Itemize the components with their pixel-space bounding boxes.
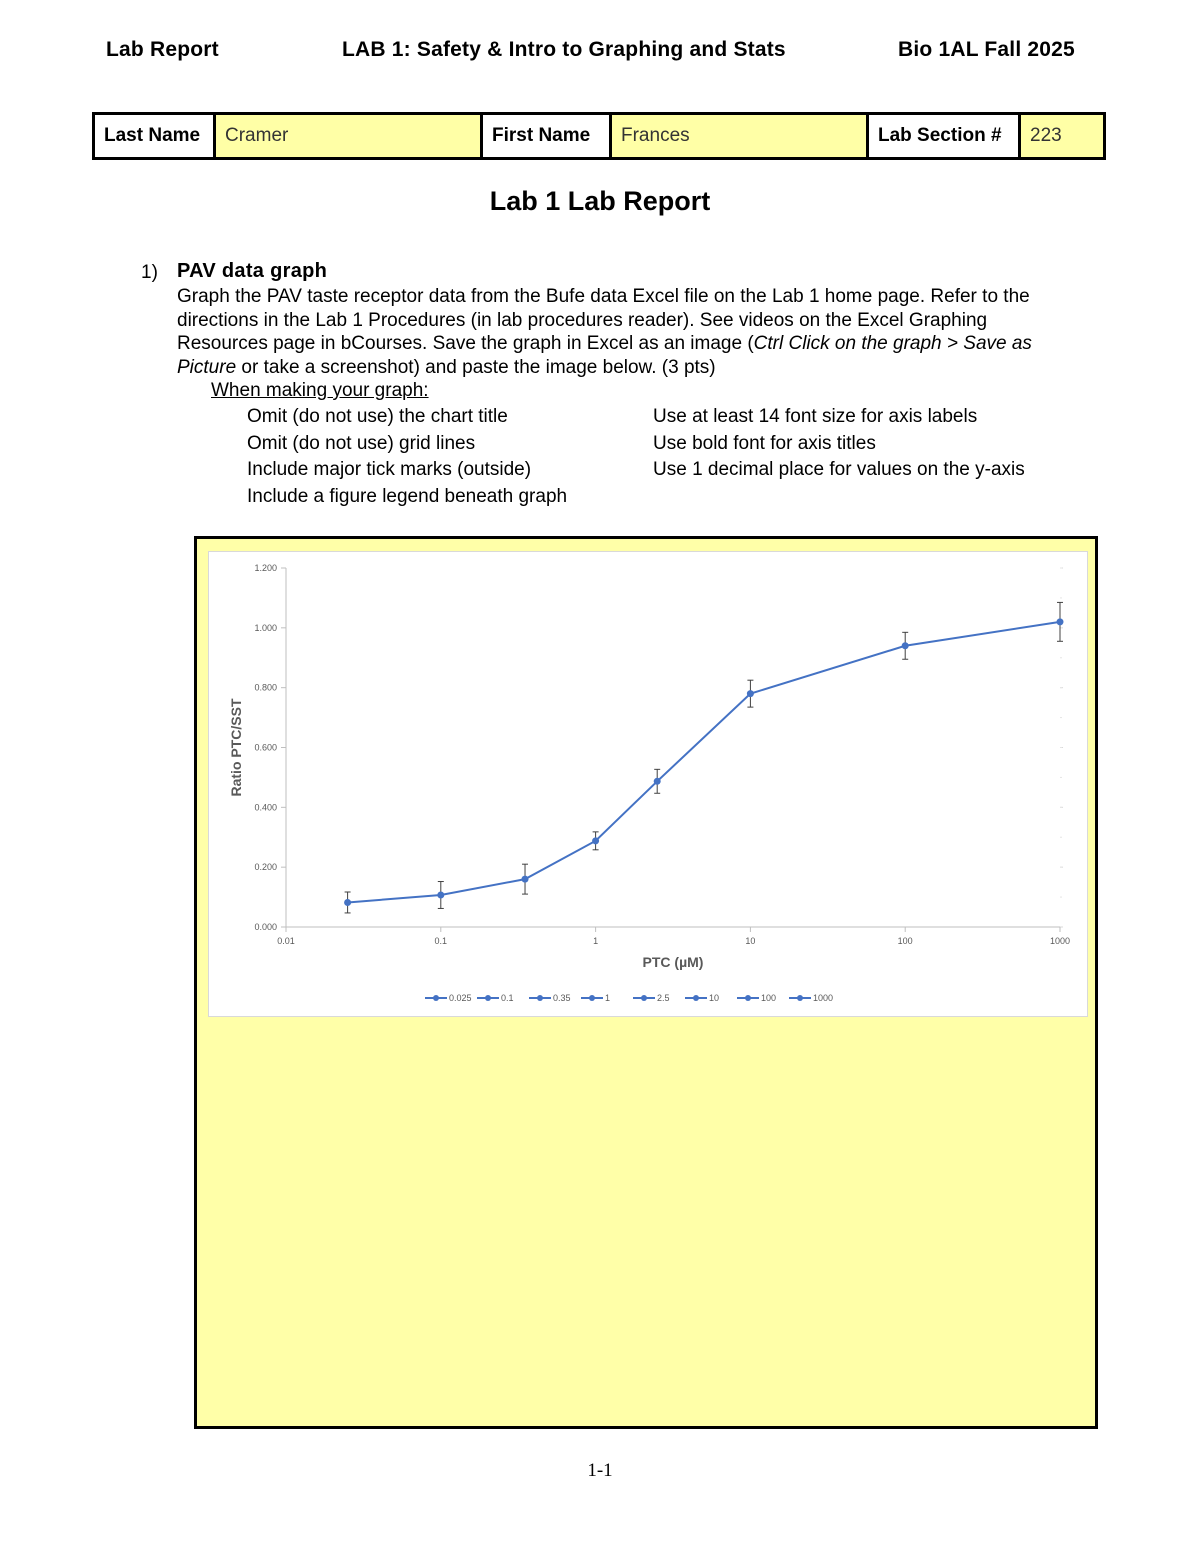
question-body	[177, 285, 1077, 379]
question-body-text-1: Graph the PAV taste receptor data from the Bufe data Excel file on the Lab 1 home page. Refer to the directions in the Lab 1 Procedures (in lab procedures reader). See videos on the Excel Graphing Resources page in bCourses. Save the graph in Excel as an image (	[177, 286, 1030, 355]
x-axis-title: PTC (µM)	[642, 954, 704, 970]
x-tick-label: 0.1	[434, 936, 448, 946]
header-left: Lab Report	[106, 38, 219, 61]
first-name-field[interactable]: Frances	[611, 114, 868, 159]
rule-figure-legend: Include a figure legend beneath graph	[247, 486, 568, 507]
legend-swatch-marker	[745, 995, 751, 1001]
rule-omit-gridlines: Omit (do not use) grid lines	[247, 433, 476, 454]
y-tick-label: 0.600	[254, 742, 277, 753]
x-tick-label: 1000	[1049, 936, 1071, 946]
question-number: 1)	[141, 262, 158, 283]
legend-label: 1000	[813, 993, 834, 1003]
data-point	[654, 778, 661, 785]
page-title: Lab 1 Lab Report	[489, 186, 711, 216]
x-tick-label: 100	[897, 936, 913, 946]
data-point	[344, 899, 351, 906]
legend-swatch-marker	[797, 995, 803, 1001]
y-tick-label: 1.200	[254, 563, 277, 573]
y-tick-label: 0.200	[254, 862, 277, 873]
data-point	[1057, 618, 1064, 625]
legend-label: 0.1	[501, 993, 514, 1003]
legend-swatch-marker	[485, 995, 491, 1001]
y-tick-label: 0.800	[254, 682, 277, 693]
lab-section-label: Lab Section #	[868, 114, 1020, 159]
series-line	[348, 622, 1060, 903]
y-tick-label: 0.400	[254, 802, 277, 813]
legend-swatch-marker	[537, 995, 543, 1001]
y-tick-label: 0.000	[254, 922, 277, 932]
rule-tick-marks: Include major tick marks (outside)	[247, 459, 532, 480]
rule-font-size: Use at least 14 font size for axis labels	[653, 406, 978, 427]
question-body-italic: Ctrl Click on the graph > Save as Picture	[177, 333, 1032, 378]
legend-swatch-marker	[641, 995, 647, 1001]
header-right: Bio 1AL Fall 2025	[898, 38, 1075, 61]
legend-swatch-marker	[693, 995, 699, 1001]
pav-chart	[208, 551, 1088, 1017]
y-axis-title: Ratio PTC/SST	[228, 698, 244, 797]
last-name-field[interactable]: Cramer	[215, 114, 482, 159]
last-name-label: Last Name	[94, 114, 215, 159]
data-point	[592, 837, 599, 844]
legend-label: 2.5	[657, 993, 670, 1003]
lab-section-field[interactable]: 223	[1020, 114, 1105, 159]
legend-label: 0.025	[449, 993, 472, 1003]
rule-bold-titles: Use bold font for axis titles	[653, 433, 876, 454]
chart-svg	[209, 552, 1087, 1016]
legend-label: 10	[709, 993, 720, 1003]
y-tick-label: 1.000	[254, 622, 277, 633]
data-point	[902, 642, 909, 649]
data-point	[437, 891, 444, 898]
legend-swatch-marker	[589, 995, 595, 1001]
legend-swatch-marker	[433, 995, 439, 1001]
student-info-table	[92, 112, 1106, 160]
first-name-label: First Name	[482, 114, 611, 159]
rule-omit-title: Omit (do not use) the chart title	[247, 406, 508, 427]
page-number: 1-1	[587, 1460, 613, 1481]
header-center: LAB 1: Safety & Intro to Graphing and Stats	[342, 38, 786, 61]
question-heading: PAV data graph	[177, 260, 328, 282]
legend-label: 0.35	[553, 993, 571, 1003]
data-point	[522, 876, 529, 883]
legend-label: 1	[605, 993, 611, 1003]
data-point	[747, 690, 754, 697]
legend-label: 100	[761, 993, 777, 1003]
x-tick-label: 1	[593, 936, 599, 946]
rule-decimal-place: Use 1 decimal place for values on the y-axis	[653, 459, 1025, 480]
x-tick-label: 10	[745, 936, 756, 946]
question-body-text-2: or take a screenshot) and paste the image below. (3 pts)	[236, 356, 716, 378]
when-making-label: When making your graph:	[211, 380, 429, 401]
x-tick-label: 0.01	[277, 936, 295, 946]
